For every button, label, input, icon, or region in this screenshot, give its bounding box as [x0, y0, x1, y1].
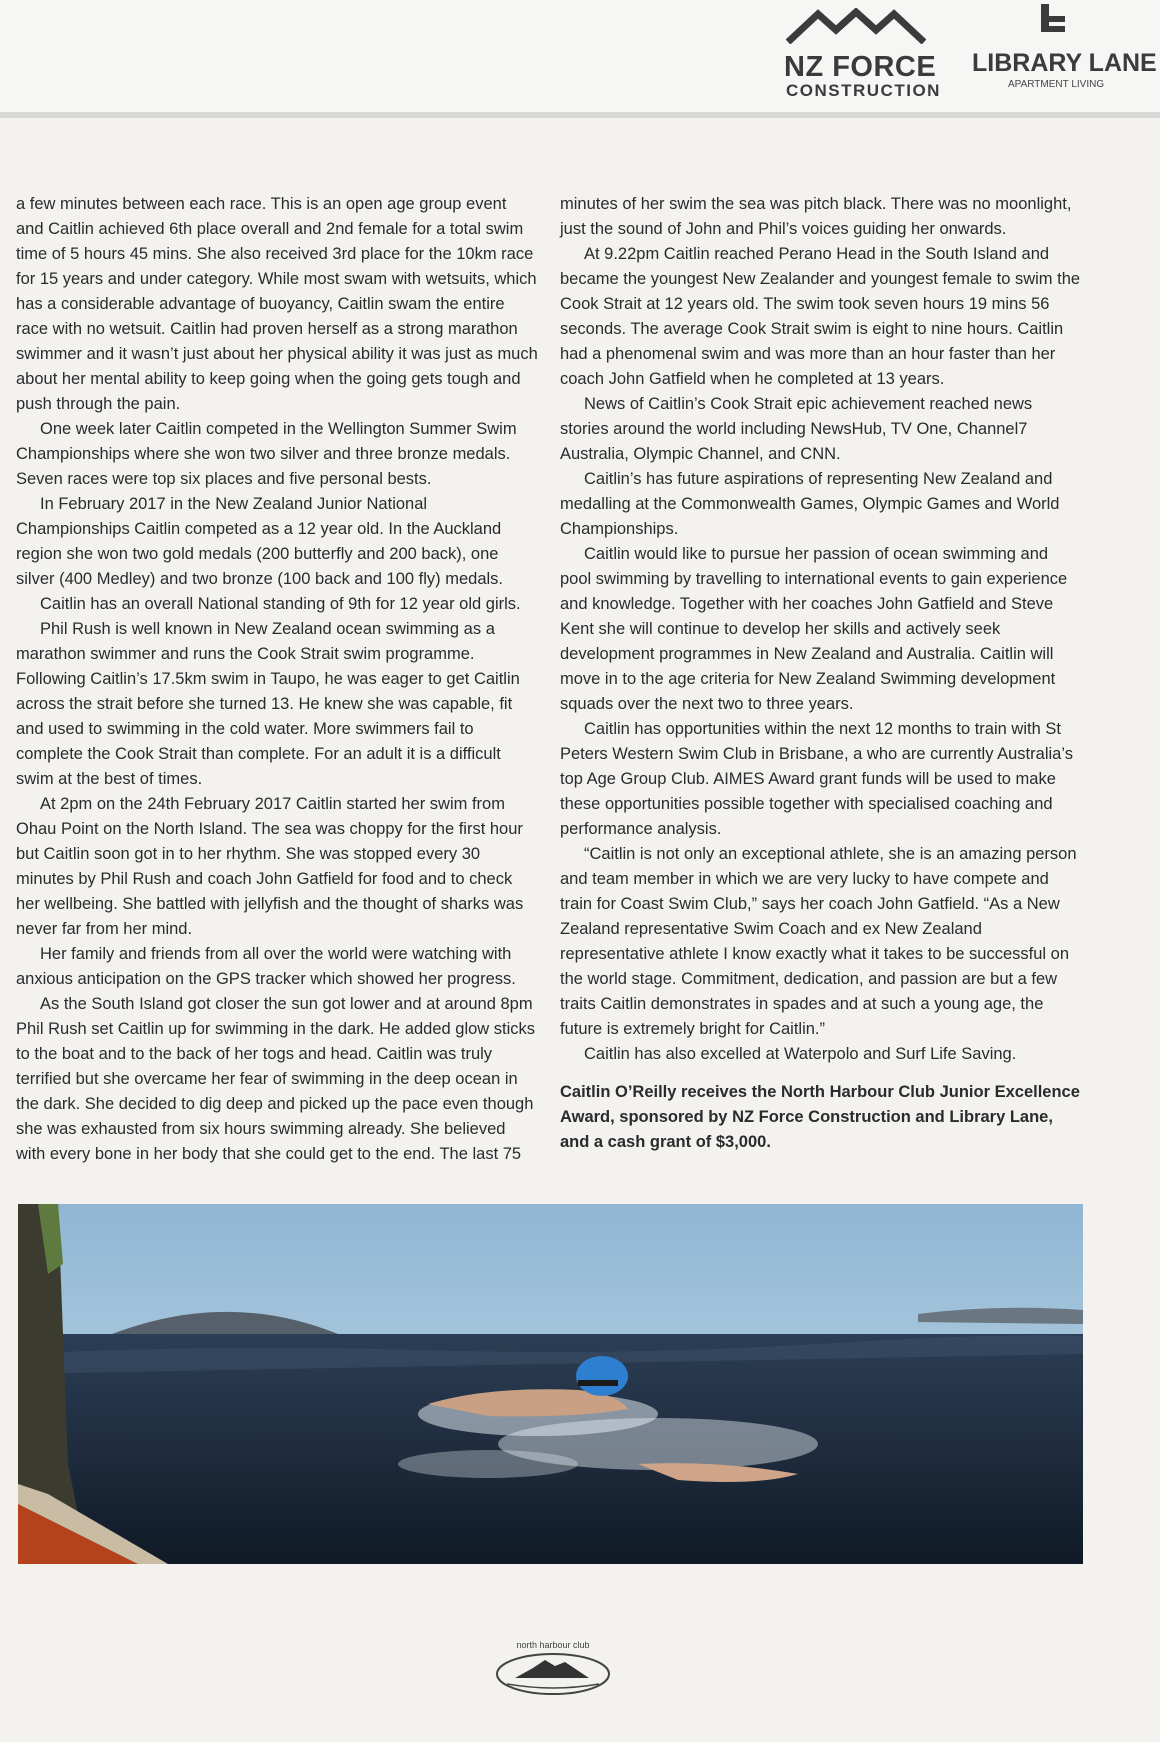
nz-force-text: NZ FORCE — [784, 51, 937, 83]
article-left-column — [16, 192, 538, 1167]
paragraph: “Caitlin is not only an exceptional athlete, she is an amazing person and team member in which we are very lucky to have compete and train for Coast Swim Club,” says her coach John Gatfield. “As a New Zealand representative Swim Coach and ex New Zealand representative athlete I know exactly what it takes to be successful on the world stage. Commitment, dedication, and passion are but a few traits Caitlin demonstrates in spades and at such a young age, the future is extremely bright for Caitlin.” — [560, 845, 1077, 1038]
page-header — [0, 0, 1160, 118]
paragraph: Her family and friends from all over the world were watching with anxious anticipation on the GPS tracker which showed her progress. — [16, 945, 516, 988]
header-divider — [0, 112, 1160, 118]
paragraph: One week later Caitlin competed in the Wellington Summer Swim Championships where she won two silver and three bronze medals. Seven races were top six places and five personal bests. — [16, 420, 517, 488]
footer-logo-text: north harbour club — [516, 1640, 590, 1650]
paragraph: At 2pm on the 24th February 2017 Caitlin started her swim from Ohau Point on the North Island. The sea was choppy for the first hour but Caitlin soon got in to her rhythm. She was stopped every 30 minutes by Phil Rush and coach John Gatfield for food and to check her wellbeing. She battled with jellyfish and the thought of sharks was never far from her mind. — [16, 795, 524, 938]
paragraph: In February 2017 in the New Zealand Junior National Championships Caitlin competed as a 12 year old. In the Auckland region she won two gold medals (200 butterfly and 200 back), one silver (400 Medley) and two bronze (100 back and 100 fly) medals. — [16, 495, 503, 588]
paragraph: Phil Rush is well known in New Zealand ocean swimming as a marathon swimmer and runs the Cook Strait swim programme. Following Caitlin’s 17.5km swim in Taupo, he was eager to get Caitlin across the strait before she turned 13. He knew she was capable, fit and used to swimming in the cold water. More swimmers fail to complete the Cook Strait than complete. For an adult it is a difficult swim at the best of times. — [16, 620, 520, 788]
mountain-icon — [786, 8, 926, 44]
north-harbour-club-logo — [493, 1640, 613, 1702]
building-icon — [1038, 2, 1068, 36]
apartment-living-text: APARTMENT LIVING — [1008, 79, 1105, 90]
paragraph: Caitlin’s has future aspirations of representing New Zealand and medalling at the Commonwealth Games, Olympic Games and World Championships. — [560, 470, 1060, 538]
paragraph: Caitlin has opportunities within the next 12 months to train with St Peters Western Swim Club in Brisbane, a who are currently Australia’s top Age Group Club. AIMES Award grant funds will be used to make these opportunities possible together with specialised coaching and performance analysis. — [560, 720, 1073, 838]
paragraph: At 9.22pm Caitlin reached Perano Head in the South Island and became the youngest New Zealander and youngest female to swim the Cook Strait at 12 years old. The swim took seven hours 19 mins 56 seconds. The average Cook Strait swim is eight to nine hours. Caitlin had a phenomenal swim and was more than an hour faster than her coach John Gatfield when he completed at 13 years. — [560, 245, 1081, 388]
paragraph: Caitlin has an overall National standing of 9th for 12 year old girls. — [40, 595, 521, 613]
paragraph: a few minutes between each race. This is an open age group event and Caitlin achieved 6th place overall and 2nd female for a total swim time of 5 hours 45 mins. She also received 3rd place for the 10km race for 15 years and under category. While most swam with wetsuits, which has a considerable advantage of buoyancy, Caitlin swam the entire race with no wetsuit. Caitlin had proven herself as a strong marathon swimmer and it wasn’t just about her physical ability it was just as much about her mental ability to keep going when the going gets tough and push through the pain. — [16, 195, 538, 413]
paragraph: News of Caitlin’s Cook Strait epic achievement reached news stories around the world including NewsHub, TV One, Channel7 Australia, Olympic Channel, and CNN. — [560, 395, 1033, 463]
library-lane-text: LIBRARY LANE — [972, 49, 1157, 77]
paragraph: Caitlin has also excelled at Waterpolo and Surf Life Saving. — [584, 1045, 1017, 1063]
article-right-column — [560, 192, 1082, 1155]
nz-force-construction-logo — [778, 8, 958, 100]
paragraph: As the South Island got closer the sun got lower and at around 8pm Phil Rush set Caitlin up for swimming in the dark. He added glow sticks to the boat and to the back of her togs and head. Caitlin was truly terrified but she overcame her fear of swimming in the deep ocean in the dark. She decided to dig deep and picked up the pace even though she was exhausted from six hours swimming already. She believed with every bone in her body that she could get to the end. The last 75 — [16, 995, 536, 1163]
construction-text: CONSTRUCTION — [786, 81, 941, 100]
award-caption: Caitlin O’Reilly receives the North Harbour Club Junior Excellence Award, sponsored by NZ Force Construction and Library Lane, and a cash grant of $3,000. — [560, 1083, 1080, 1151]
paragraph: Caitlin would like to pursue her passion of ocean swimming and pool swimming by travelling to international events to gain experience and knowledge. Together with her coaches John Gatfield and Steve Kent she will continue to develop her skills and actively seek development programmes in New Zealand and Australia. Caitlin will move in to the age criteria for New Zealand Swimming development squads over the next two to three years. — [560, 545, 1068, 713]
library-lane-logo — [968, 0, 1157, 96]
paragraph: minutes of her swim the sea was pitch black. There was no moonlight, just the sound of John and Phil’s voices guiding her onwards. — [560, 195, 1072, 238]
swimmer-photo — [18, 1204, 1083, 1564]
